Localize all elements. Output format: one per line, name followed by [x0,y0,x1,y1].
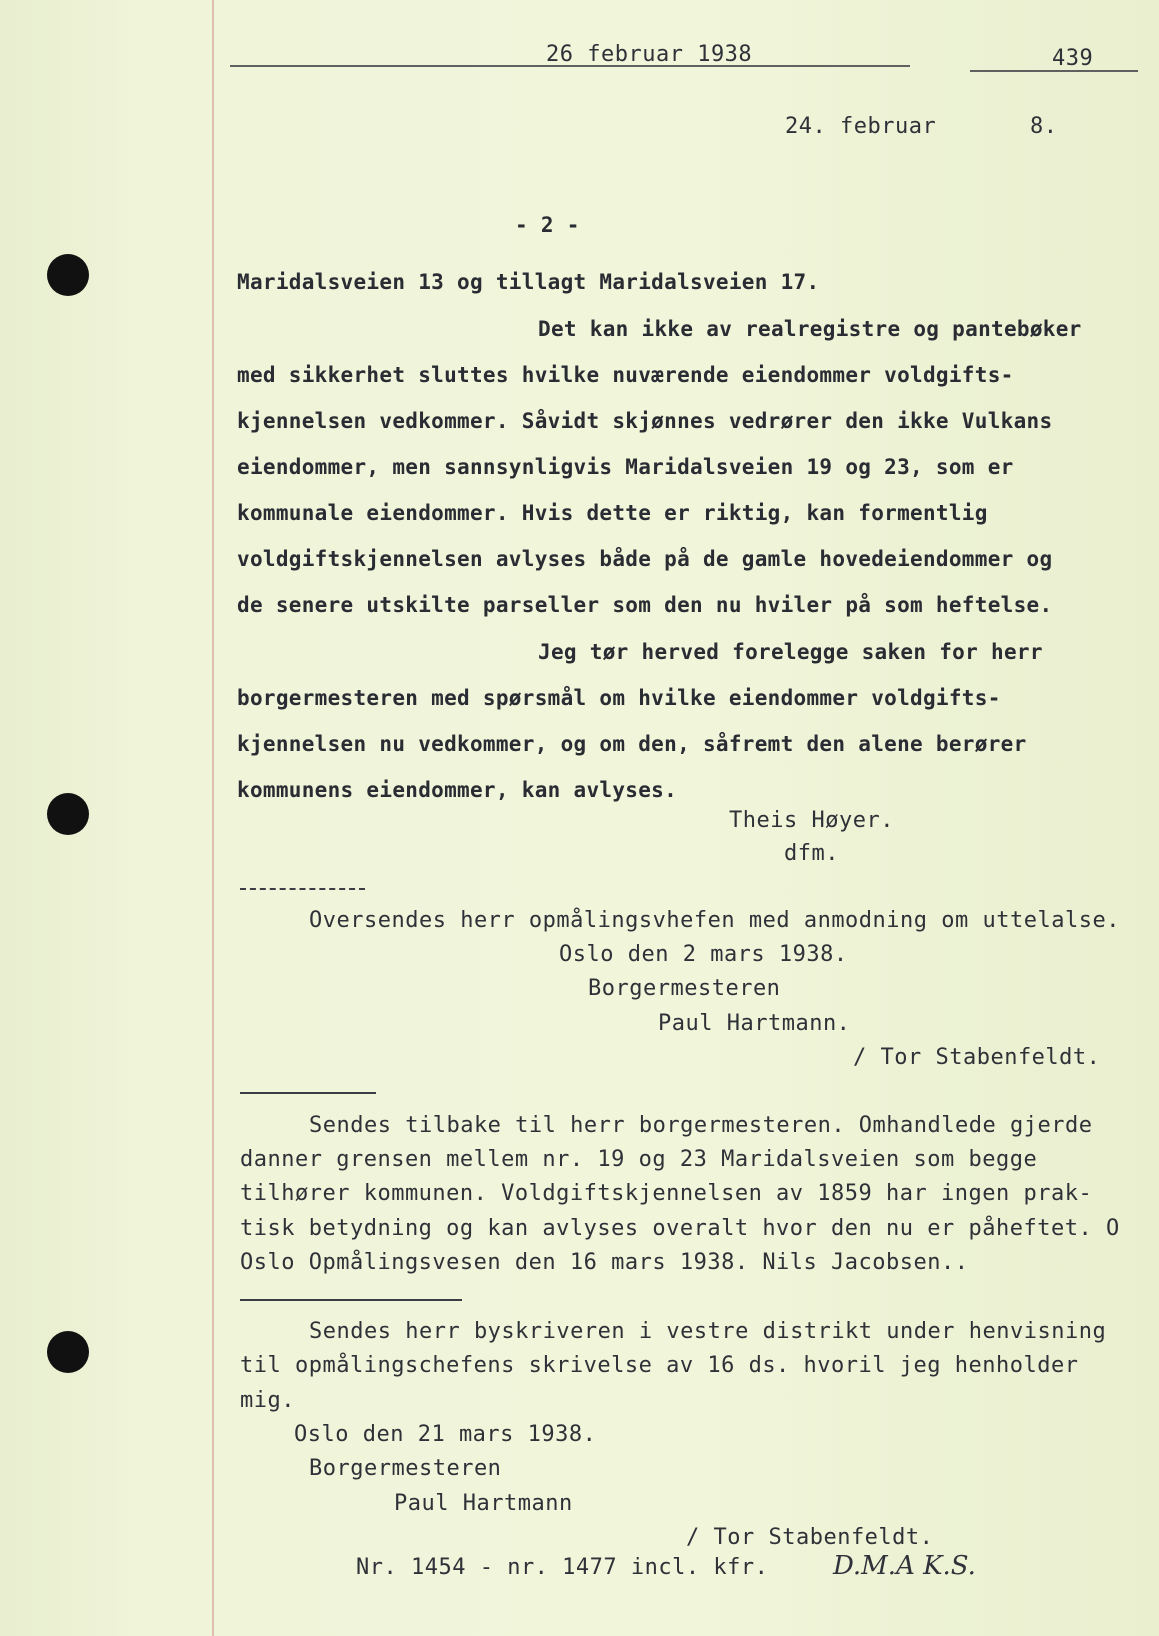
body-line: eiendommer, men sannsynligvis Maridalsveien 19 og 23, som er [237,455,1014,479]
signature-name: Theis Høyer. [729,808,894,833]
section4-line: til opmålingschefens skrivelse av 16 ds. hvoril jeg henholder [240,1353,1079,1378]
body-line: borgermesteren med spørsmål om hvilke eiendommer voldgifts- [237,686,1001,710]
section4-line: Oslo den 21 mars 1938. [294,1422,597,1447]
body-line: kommunale eiendommer. Hvis dette er riktig, kan formentlig [237,501,988,525]
body-line: kjennelsen nu vedkommer, og om den, såfremt den alene berører [237,732,1027,756]
section2-line: Oversendes herr opmålingsvhefen med anmodning om uttelalse. [309,908,1120,933]
section2-line: Paul Hartmann. [658,1011,851,1036]
separator [240,1092,376,1094]
body-line: Maridalsveien 13 og tillagt Maridalsveien 17. [237,270,820,294]
section3-line: Sendes tilbake til herr borgermesteren. Omhandlede gjerde [309,1113,1093,1138]
body-line: voldgiftskjennelsen avlyses både på de gamle hovedeiendommer og [237,547,1053,571]
section4-line: / Tor Stabenfeldt. [686,1525,934,1550]
section4-line: mig. [240,1388,295,1413]
section2-line: / Tor Stabenfeldt. [853,1045,1101,1070]
punch-hole [47,1331,89,1373]
separator [240,1299,462,1301]
body-line: Jeg tør herved forelegge saken for herr [538,640,1043,664]
punch-hole [47,793,89,835]
section3-line: tisk betydning og kan avlyses overalt hvor den nu er påheftet. O [240,1216,1120,1241]
handwritten-initials: D.M.A K.S. [833,1551,976,1581]
body-line: med sikkerhet sluttes hvilke nuværende eiendommer voldgifts- [237,363,1014,387]
separator [240,888,365,890]
section2-line: Oslo den 2 mars 1938. [559,942,848,967]
footer-reference: Nr. 1454 - nr. 1477 incl. kfr. [356,1555,769,1580]
body-line: de senere utskilte parseller som den nu hviler på som heftelse. [237,593,1053,617]
section2-line: Borgermesteren [588,976,781,1001]
section4-line: Borgermesteren [309,1456,502,1481]
section3-line: tilhører kommunen. Voldgiftskjennelsen av 1859 har ingen prak- [240,1181,1093,1206]
entry-number: 8. [1030,114,1058,139]
section3-line: danner grensen mellem nr. 19 og 23 Maridalsveien som begge [240,1147,1038,1172]
body-line: kjennelsen vedkommer. Såvidt skjønnes vedrører den ikke Vulkans [237,409,1053,433]
body-line: kommunens eiendommer, kan avlyses. [237,778,678,802]
signature-title: dfm. [784,841,839,866]
page-number: 439 [1052,46,1094,71]
page-marker: - 2 - [515,213,580,237]
body-line: Det kan ikke av realregistre og pantebøker [538,317,1082,341]
section4-line: Paul Hartmann [394,1491,573,1516]
entry-date: 24. februar [785,114,937,139]
header-date: 26 februar 1938 [546,42,753,67]
section4-line: Sendes herr byskriveren i vestre distrikt under henvisning [309,1319,1107,1344]
punch-hole [47,254,89,296]
section3-line: Oslo Opmålingsvesen den 16 mars 1938. Nils Jacobsen.. [240,1250,969,1275]
margin-line [212,0,214,1636]
